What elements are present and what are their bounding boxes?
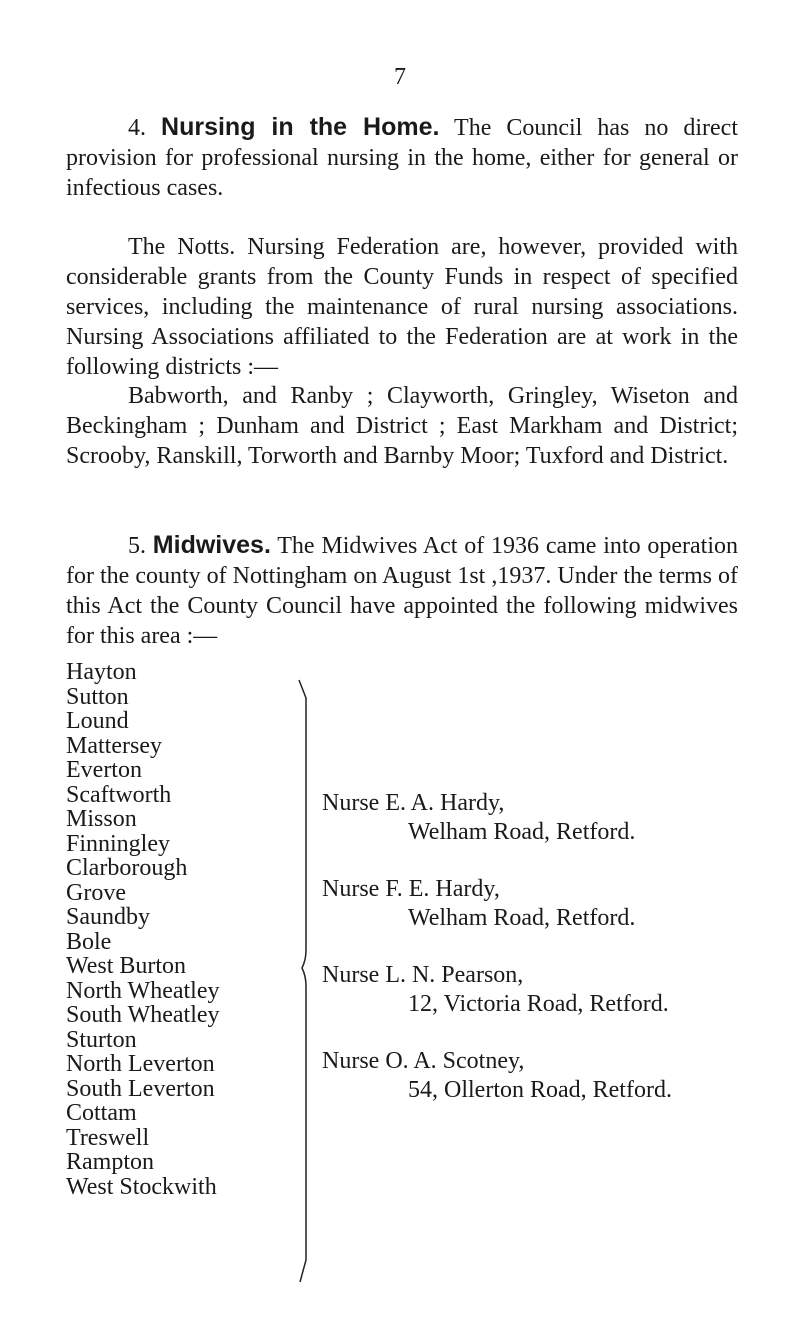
section-5-text: The Midwives Act of 1936 came into operation for the county of Nottingham on August 1st ,1937. Under the terms of this Act the County Council have appointed the following midwives for this area :—	[66, 533, 738, 649]
midwife-name: Nurse E. A. Hardy,	[322, 790, 505, 816]
midwife-entry	[322, 789, 752, 847]
section-4-heading: Nursing in the Home.	[161, 113, 440, 141]
midwives-list	[322, 789, 752, 1133]
midwife-name: Nurse O. A. Scotney,	[322, 1048, 525, 1074]
place-item: Lound	[66, 708, 129, 734]
section-4-paragraph	[66, 112, 738, 203]
place-item: Cottam	[66, 1100, 137, 1126]
place-item: Clarborough	[66, 855, 188, 881]
midwife-address: 12, Victoria Road, Retford.	[408, 991, 669, 1017]
section-5-number: 5.	[128, 533, 146, 559]
place-item: West Burton	[66, 953, 187, 979]
section-5-paragraph	[66, 530, 738, 651]
place-item: Treswell	[66, 1124, 150, 1151]
section-4-number: 4.	[128, 115, 146, 141]
federation-text: The Notts. Nursing Federation are, however, provided with considerable grants from the County Funds in respect of specified services, including the maintenance of rural nursing associations. Nursing Associations affiliated to the Federation are at work in the following districts :—	[66, 234, 738, 380]
place-item: South Wheatley	[66, 1002, 220, 1028]
section-5-heading: Midwives.	[152, 531, 271, 559]
place-item: Finningley	[66, 830, 171, 857]
place-item: Hayton	[66, 659, 137, 685]
midwife-address: Welham Road, Retford.	[408, 819, 636, 845]
districts-text: Babworth, and Ranby ; Clayworth, Gringley, Wiseton and Beckingham ; Dunham and District ; East Markham and District; Scrooby, Ranskill, Torworth and Barnby Moor; Tuxford and District.	[66, 383, 738, 469]
midwife-name: Nurse L. N. Pearson,	[322, 962, 524, 988]
place-item: Bole	[66, 928, 112, 955]
midwife-entry	[322, 961, 752, 1019]
places-list	[66, 660, 306, 1199]
place-item: North Leverton	[66, 1051, 215, 1077]
place-item: North Wheatley	[66, 977, 220, 1004]
place-item: Rampton	[66, 1149, 154, 1175]
midwife-name: Nurse F. E. Hardy,	[322, 876, 500, 902]
place-item: West Stockwith	[66, 1173, 217, 1200]
place-item: Scaftworth	[66, 781, 172, 808]
midwife-address: 54, Ollerton Road, Retford.	[408, 1077, 672, 1103]
midwife-address: Welham Road, Retford.	[408, 905, 636, 931]
place-item: Misson	[66, 806, 137, 832]
place-item: South Leverton	[66, 1075, 215, 1102]
midwife-entry	[322, 1047, 752, 1105]
place-item: Sturton	[66, 1026, 137, 1053]
place-item: Grove	[66, 879, 126, 906]
districts-paragraph	[66, 381, 738, 471]
page-number: 7	[394, 64, 406, 90]
place-item: Sutton	[66, 683, 129, 710]
place-item: Mattersey	[66, 732, 162, 759]
place-item: Everton	[66, 757, 142, 783]
federation-paragraph	[66, 232, 738, 382]
section-4-text: The Council has no direct provision for professional nursing in the home, either for general or infectious cases.	[66, 115, 738, 201]
midwife-entry	[322, 875, 752, 933]
place-item: Saundby	[66, 904, 150, 930]
